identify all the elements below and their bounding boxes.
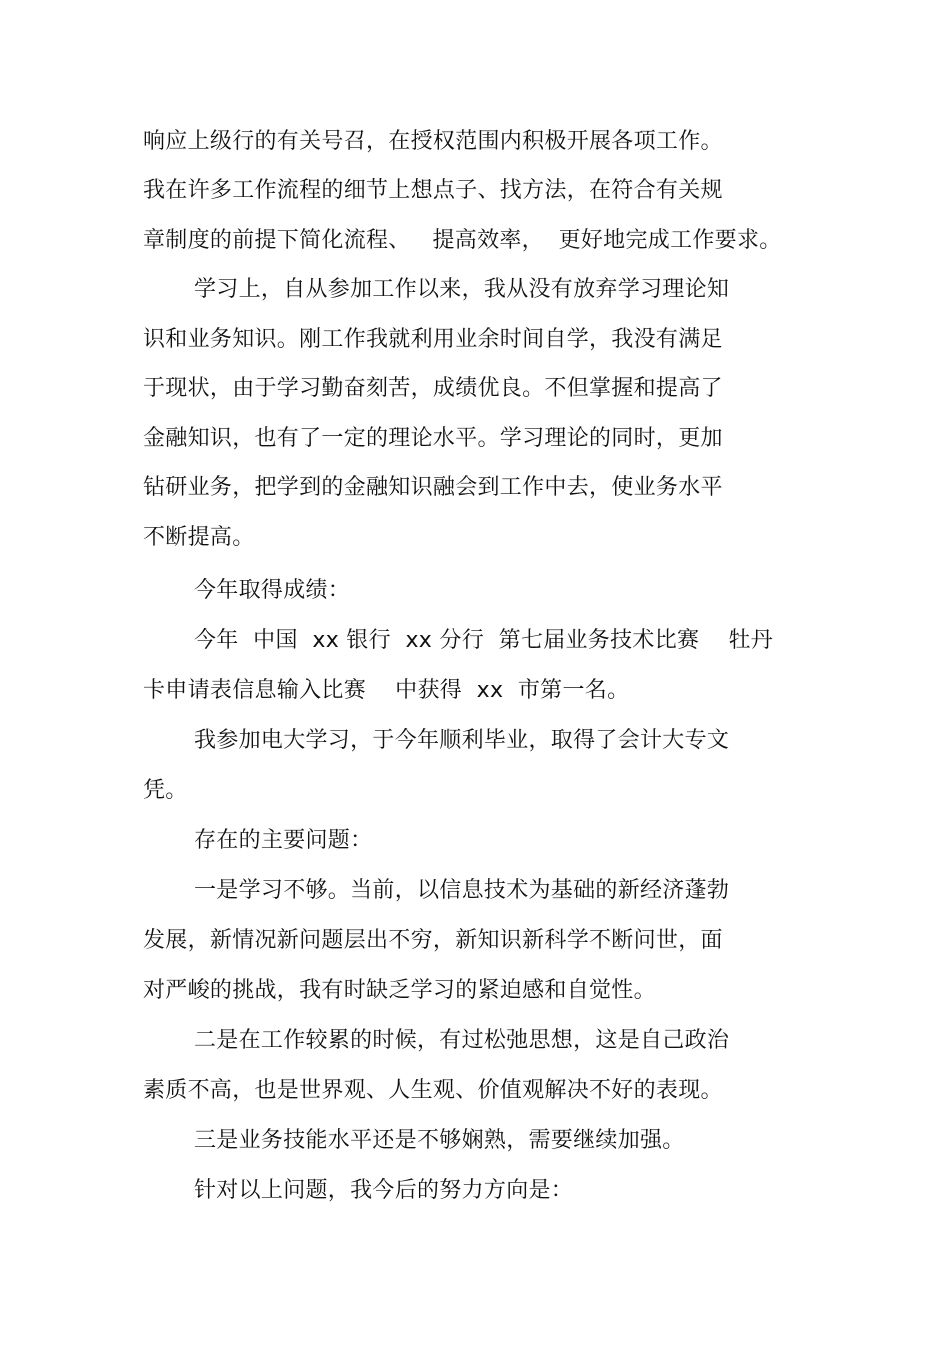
text-line: 响应上级行的有关号召，在授权范围内积极开展各项工作。 — [143, 129, 723, 154]
text-line: 章制度的前提下简化流程、 提高效率， 更好地完成工作要求。 — [143, 228, 782, 253]
paragraph-first-line: 三是业务技能水平还是不够娴熟，需要继续加强。 — [194, 1128, 685, 1153]
text-line: 发展，新情况新问题层出不穷，新知识新科学不断问世，面 — [143, 928, 723, 953]
paragraph-first-line: 学习上，自从参加工作以来，我从没有放弃学习理论知 — [194, 277, 730, 302]
paragraph-first-line: 今年 中国 xx 银行 xx 分行 第七届业务技术比赛 牡丹 — [194, 628, 774, 653]
paragraph-first-line: 我参加电大学习，于今年顺利毕业，取得了会计大专文 — [194, 728, 730, 753]
text-line: 卡申请表信息输入比赛 中获得 xx 市第一名。 — [143, 678, 630, 703]
text-line: 素质不高，也是世界观、人生观、价值观解决不好的表现。 — [143, 1078, 723, 1103]
text-line: 我在许多工作流程的细节上想点子、找方法，在符合有关规 — [143, 178, 723, 203]
paragraph-first-line: 针对以上问题，我今后的努力方向是： — [194, 1178, 574, 1203]
text-line: 不断提高。 — [143, 525, 255, 550]
paragraph-first-line: 二是在工作较累的时候，有过松弛思想，这是自己政治 — [194, 1028, 730, 1053]
text-line: 凭。 — [143, 778, 188, 803]
text-line: 对严峻的挑战，我有时缺乏学习的紧迫感和自觉性。 — [143, 978, 656, 1003]
paragraph-first-line: 一是学习不够。当前，以信息技术为基础的新经济蓬勃 — [194, 878, 730, 903]
text-line: 于现状，由于学习勤奋刻苦，成绩优良。不但掌握和提高了 — [143, 376, 723, 401]
text-line: 钻研业务，把学到的金融知识融会到工作中去，使业务水平 — [143, 475, 723, 500]
text-line: 金融知识，也有了一定的理论水平。学习理论的同时，更加 — [143, 426, 723, 451]
section-heading: 今年取得成绩： — [194, 578, 351, 603]
text-line: 识和业务知识。刚工作我就利用业余时间自学，我没有满足 — [143, 327, 723, 352]
section-heading: 存在的主要问题： — [194, 828, 373, 853]
